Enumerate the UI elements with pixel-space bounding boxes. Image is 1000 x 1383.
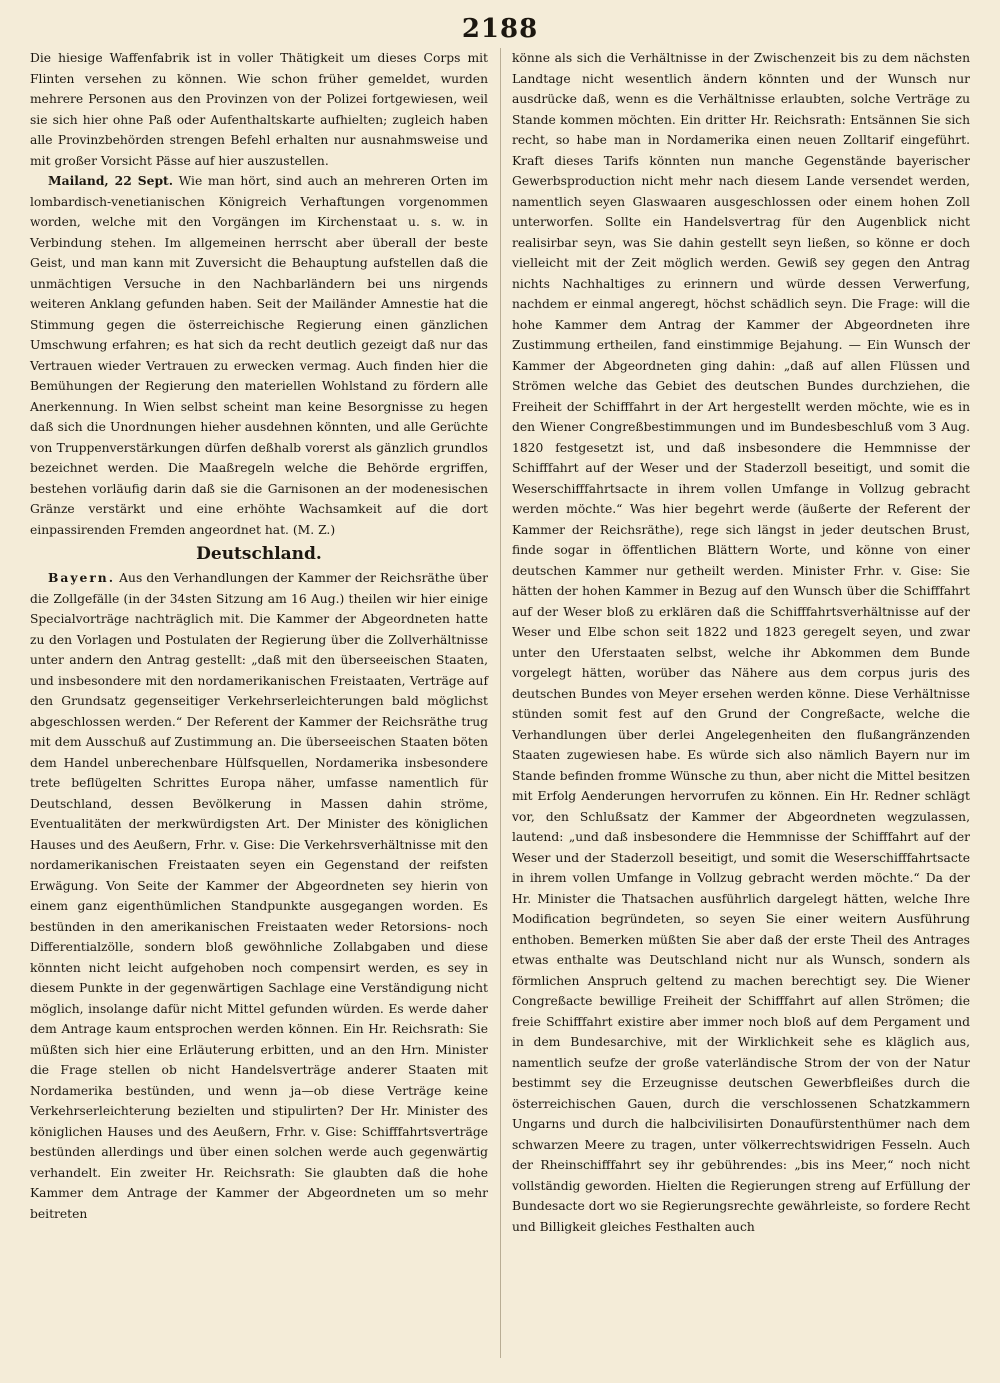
paragraph-bayern bbox=[30, 568, 488, 1224]
right-column bbox=[512, 48, 970, 1237]
paragraph-bayern-text: Aus den Verhandlungen der Kammer der Reichsräthe über die Zollgefälle (in der 34sten Sitzung am 16 Aug.) theilen wir hier einige Specialvorträge nachträglich mit. Die Kammer der Abgeordneten hatte zu den Vorlagen und Postulaten der Regierung über die Zollverhältnisse unter andern den Antrag gestellt: „daß mit den überseeischen Staaten, und insbesondere mit den nordamerikanischen Freistaaten, Verträge auf den Grundsatz gegenseitiger Verkehrserleichterungen bald möglichst abgeschlossen werden.“ Der Referent der Kammer der Reichsräthe trug mit dem Ausschuß auf Zustimmung an. Die überseeischen Staaten böten dem Handel unberechenbare Hülfsquellen, Nordamerika insbesondere trete beflügelten Schrittes Europa näher, umfasse namentlich für Deutschland, dessen Bevölkerung in Massen dahin ströme, Eventualitäten der merkwürdigsten Art. Der Minister des königlichen Hauses und des Aeußern, Frhr. v. Gise: Die Verkehrsverhältnisse mit den nordamerikanischen Freistaaten seyen ein Gegenstand der reifsten Erwägung. Von Seite der Kammer der Abgeordneten sey hierin von einem ganz eigenthümlichen Standpunkte ausgegangen worden. Es bestünden in den amerikanischen Freistaaten weder Retorsions- noch Differentialzölle, sondern bloß gewöhnliche Zollabgaben und diese könnten nicht leicht aufgehoben noch compensirt werden, es sey in diesem Punkte in der gegenwärtigen Sachlage eine Verständigung nicht möglich, insolange dafür nicht Mittel gefunden würden. Es werde daher dem Antrage kaum entsprochen werden können. Ein Hr. Reichsrath: Sie müßten sich hier eine Erläuterung erbitten, und an den Hrn. Minister die Frage stellen ob nicht Handelsverträge anderer Staaten mit Nordamerika bestünden, und wenn ja—ob diese Verträge keine Verkehrserleichterung bezielten und stipulirten? Der Hr. Minister des königlichen Hauses und des Aeußern, Frhr. v. Gise: Schifffahrtsverträge bestünden allerdings und über einen solchen werde auch gegenwärtig verhandelt. Ein zweiter Hr. Reichsrath: Sie glaubten daß die hohe Kammer dem Antrage der Kammer der Abgeordneten um so mehr beitreten bbox=[30, 571, 488, 1221]
section-heading-deutschland: Deutschland. bbox=[196, 544, 322, 564]
paragraph-continuation: könne als sich die Verhältnisse in der Zwischenzeit bis zu dem nächsten Landtage nicht wesentlich ändern könnten und der Wunsch nur ausdrücke daß, wenn es die Verhältnisse erlaubten, solche Verträge zu Stande kommen möchten. Ein dritter Hr. Reichsrath: Entsännen Sie sich recht, so habe man in Nordamerika einen neuen Zolltarif eingeführt. Kraft dieses Tarifs könnten nun manche Gegenstände bayerischer Gewerbsproduction nicht mehr nach diesem Lande versendet werden, namentlich seyen Glaswaaren ausgeschlossen oder einem hohen Zoll unterworfen. Sollte ein Handelsvertrag für den Augenblick nicht realisirbar seyn, was Sie dahin gestellt seyn ließen, so könne er doch vielleicht mit der Zeit möglich werden. Gewiß sey gegen den Antrag nichts Nachhaltiges zu erinnern und würde dessen Verwerfung, nachdem er einmal angeregt, höchst schädlich seyn. Die Frage: will die hohe Kammer dem Antrag der Kammer der Abgeordneten ihre Zustimmung ertheilen, fand einstimmige Bejahung. — Ein Wunsch der Kammer der Abgeordneten ging dahin: „daß auf allen Flüssen und Strömen welche das Gebiet des deutschen Bundes durchziehen, die Freiheit der Schifffahrt in der Art hergestellt werden möchte, wie es in den Wiener Congreßbestimmungen und im Bundesbeschluß vom 3 Aug. 1820 festgesetzt ist, und daß insbesondere die Hemmnisse der Schifffahrt auf der Weser und der Staderzoll beseitigt, und somit die Weserschifffahrtsacte in ihrem vollen Umfange in Vollzug gebracht werden möchte.“ Was hier begehrt werde (äußerte der Referent der Kammer der Reichsräthe), rege sich längst in jeder deutschen Brust, finde sogar in öffentlichen Blättern Worte, und könne von einer deutschen Kammer nur getheilt werden. Minister Frhr. v. Gise: Sie hätten der hohen Kammer in Bezug auf den Wunsch über die Schifffahrt auf der Weser bloß zu erklären daß die Schifffahrtsverhältnisse auf der Weser und Elbe schon seit 1822 und 1823 geregelt seyen, und zwar unter den Uferstaaten selbst, welche ihr Abkommen dem Bunde vorgelegt hätten, worüber das Nähere aus dem corpus juris des deutschen Bundes von Meyer ersehen werden könne. Diese Verhältnisse stünden somit fest auf den Grund der Congreßacte, welche die Verhandlungen über derlei Angelegenheiten den flußangränzenden Staaten zugewiesen habe. Es würde sich also nämlich Bayern nur im Stande befinden fromme Wünsche zu thun, aber nicht die Mittel besitzen mit Erfolg Aenderungen hervorrufen zu können. Ein Hr. Redner schlägt vor, den Schlußsatz der Kammer der Abgeordneten wegzulassen, lautend: „und daß insbesondere die Hemmnisse der Schifffahrt auf der Weser und der Staderzoll beseitigt, und somit die Weserschifffahrtsacte in ihrem vollen Umfange in Vollzug gebracht werden möchte.“ Da der Hr. Minister die Thatsachen ausführlich dargelegt hätten, welche Ihre Modification begründeten, so seyen Sie einer weitern Ausführung enthoben. Bemerken müßten Sie aber daß der erste Theil des Antrages etwas enthalte was Deutschland nicht nur als Wunsch, sondern als förmlichen Anspruch geltend zu machen berechtigt sey. Die Wiener Congreßacte bewillige Freiheit der Schifffahrt auf allen Strömen; die freie Schifffahrt existire aber immer noch bloß auf dem Pergament und in dem Bundesarchive, mit der Wirklichkeit sehe es kläglich aus, namentlich seufze der große vaterländische Strom der von der Natur bestimmt sey die Erzeugnisse deutschen Gewerbfleißes durch die österreichischen Gauen, durch die verschlossenen Schatzkammern Ungarns und durch die halbcivilisirten Donaufürstenthümer nach dem schwarzen Meere zu tragen, unter völkerrechtswidrigen Fesseln. Auch der Rheinschifffahrt sey ihr gebührendes: „bis ins Meer,“ noch nicht vollständig geworden. Hielten die Regierungen streng auf Erfüllung der Bundesacte dort wo sie Regierungsrechte gewährleiste, so fordere Recht und Billigkeit gleiches Festhalten auch bbox=[512, 51, 970, 1234]
left-column bbox=[30, 48, 488, 1224]
paragraph-waffenfabrik: Die hiesige Waffenfabrik ist in voller Thätigkeit um dieses Corps mit Flinten versehen zu können. Wie schon früher gemeldet, wurden mehrere Personen aus den Provinzen von der Polizei fortgewiesen, weil sie sich hier ohne Paß oder Aufenthaltskarte aufhielten; zugleich haben alle Provinzbehörden strengen Befehl erhalten nur ausnahmsweise und mit großer Vorsicht Pässe auf hier auszustellen. bbox=[30, 51, 488, 168]
dateline-bayern: Bayern. bbox=[48, 570, 116, 585]
column-divider bbox=[500, 48, 501, 1358]
paragraph-mailand-text: Wie man hört, sind auch an mehreren Orten im lombardisch-venetianischen Königreich Verhaftungen vorgenommen worden, welche mit den Vorgängen im Kirchenstaat u. s. w. in Verbindung stehen. Im allgemeinen herrscht aber überall der beste Geist, und man kann mit Zuversicht die Behauptung aufstellen daß die unmächtigen Versuche in den Nachbarländern bei uns nirgends weiteren Anklang gefunden haben. Seit der Mailänder Amnestie hat die Stimmung gegen die österreichische Regierung einen gänzlichen Umschwung erfahren; es hat sich da recht deutlich gezeigt daß nur das Vertrauen wieder Vertrauen zu erwecken vermag. Auch finden hier die Bemühungen der Regierung den materiellen Wohlstand zu fördern alle Anerkennung. In Wien selbst scheint man keine Besorgnisse zu hegen daß sich die Unordnungen hieher ausdehnen könnten, und alle Gerüchte von Truppenverstärkungen dürfen deßhalb vorerst als gänzlich grundlos bezeichnet werden. Die Maaßregeln welche die Behörde ergriffen, bestehen vorläufig darin daß sie die Garnisonen an der modenesischen Gränze verstärkt und eine erhöhte Wachsamkeit auf die dort einpassirenden Fremden angeordnet hat. (M. Z.) bbox=[30, 174, 488, 537]
paragraph-mailand bbox=[30, 171, 488, 540]
dateline-mailand: Mailand, 22 Sept. bbox=[48, 173, 174, 188]
page-number: 2188 bbox=[461, 14, 539, 44]
